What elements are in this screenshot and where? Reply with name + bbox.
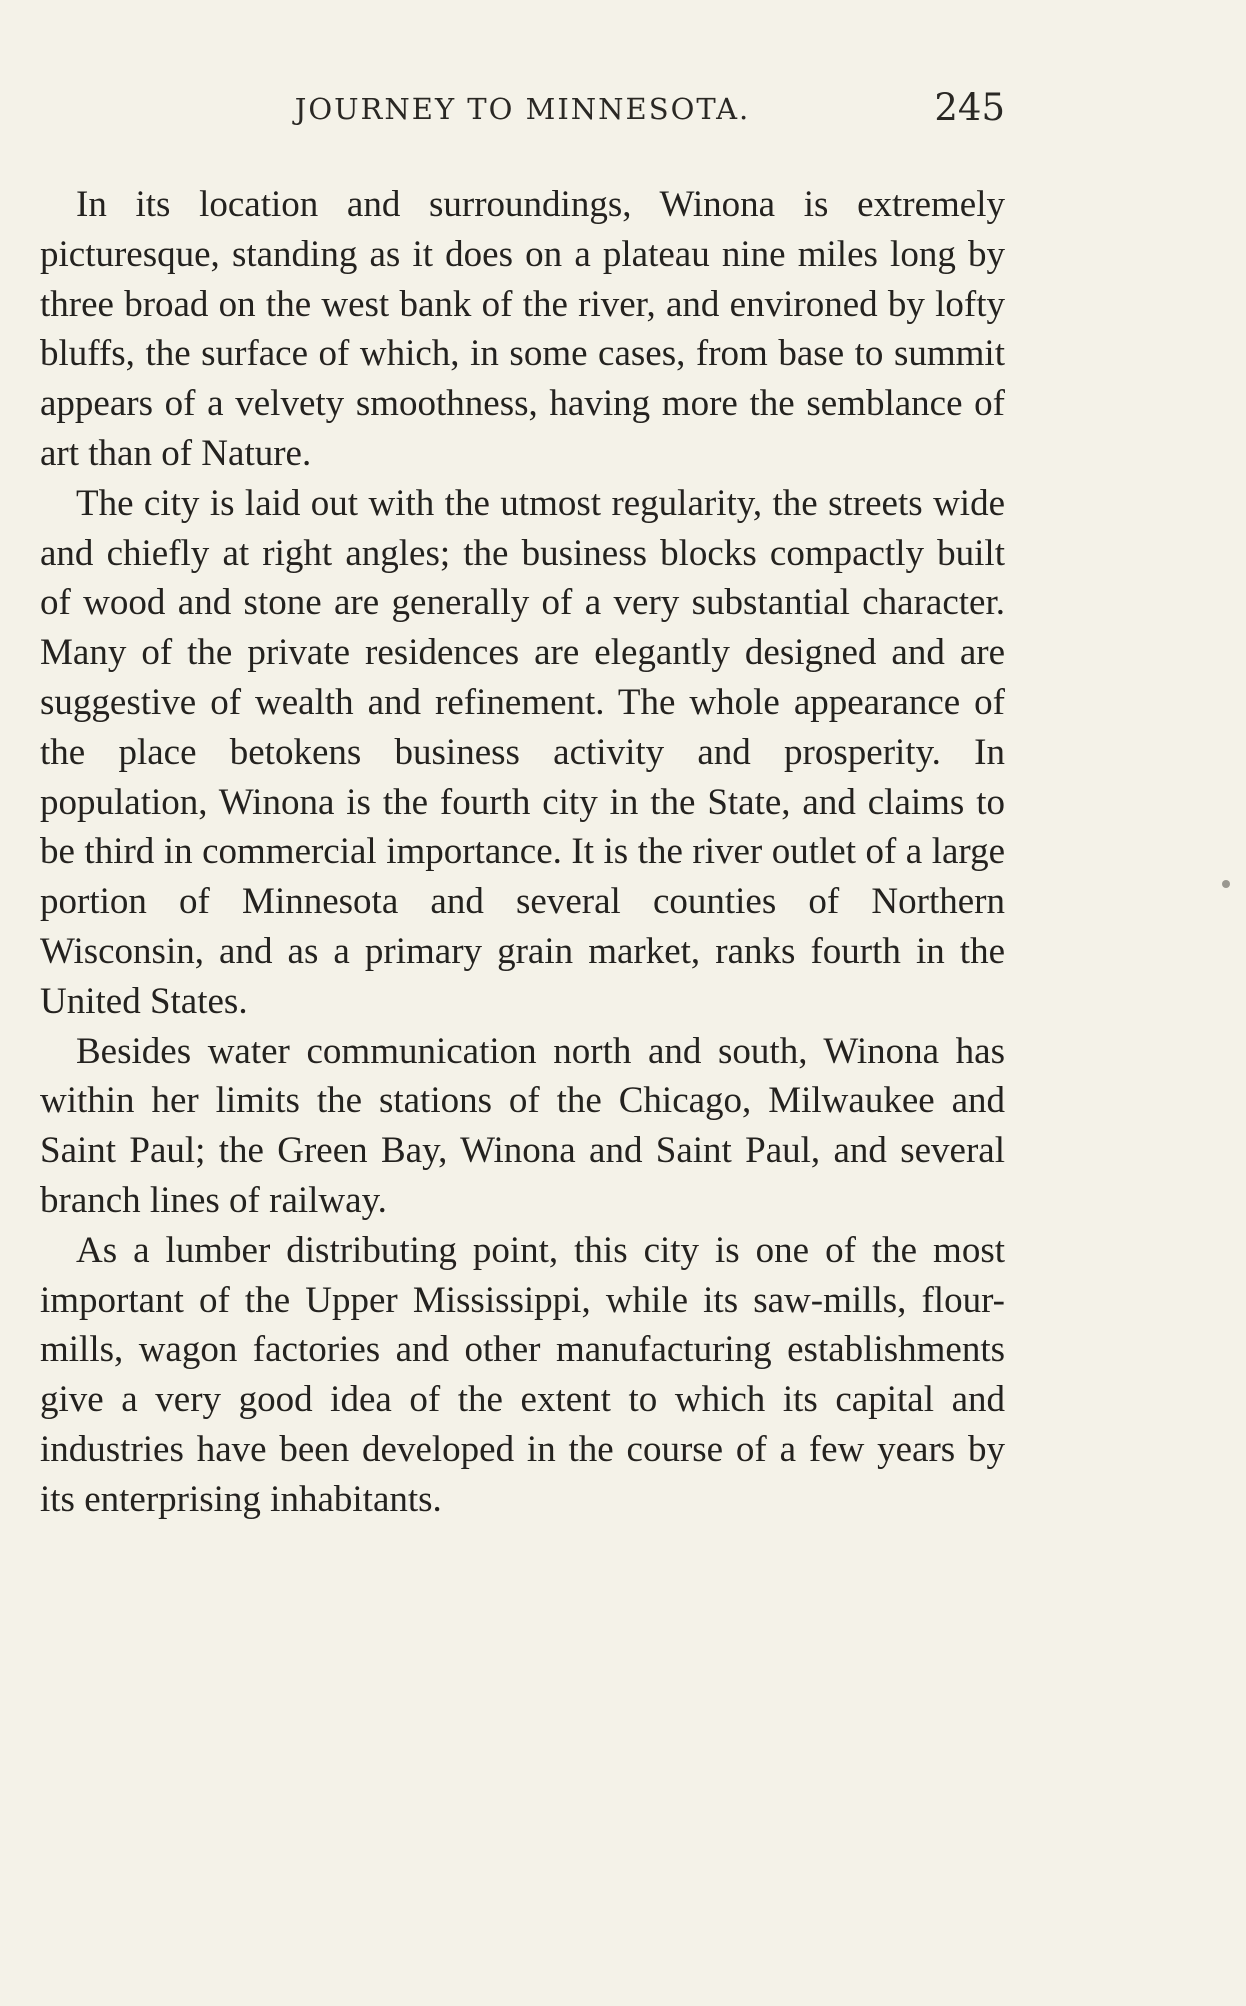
paragraph-city-layout: The city is laid out with the utmost regularity, the streets wide and chiefly at right angles; the business blocks compactly built of wood and stone are generally of a very substantial character. Many of the private residences are elegantly designed and are suggestive of wealth and refinement. The whole appearance of the place betokens business activity and prosperity. In population, Winona is the fourth city in the State, and claims to be third in commercial importance. It is the river outlet of a large portion of Minnesota and several counties of Northern Wisconsin, and as a primary grain market, ranks fourth in the United States.: [40, 482, 1005, 1022]
page-number: 245: [934, 86, 1005, 129]
body-text: [40, 180, 1005, 1525]
running-head: JOURNEY TO MINNESOTA.: [294, 92, 751, 126]
paragraph-communication: Besides water communication north and south, Winona has within her limits the stations of the Chicago, Milwaukee and Saint Paul; the Green Bay, Winona and Saint Paul, and several branch lines of railway.: [40, 1030, 1005, 1221]
paragraph-lumber: As a lumber distributing point, this city is one of the most important of the Upper Mississippi, while its saw-mills, flour-mills, wagon factories and other manufacturing establishments give a very good idea of the extent to which its capital and industries have been developed in the course of a few years by its enterprising inhabitants.: [40, 1229, 1005, 1520]
page-header: [40, 86, 1005, 142]
paper-speck: [1222, 880, 1230, 888]
paragraph-location: In its location and surroundings, Winona is extremely picturesque, standing as it does on a plateau nine miles long by three broad on the west bank of the river, and environed by lofty bluffs, the surface of which, in some cases, from base to summit appears of a velvety smoothness, having more the semblance of art than of Nature.: [40, 184, 1005, 474]
